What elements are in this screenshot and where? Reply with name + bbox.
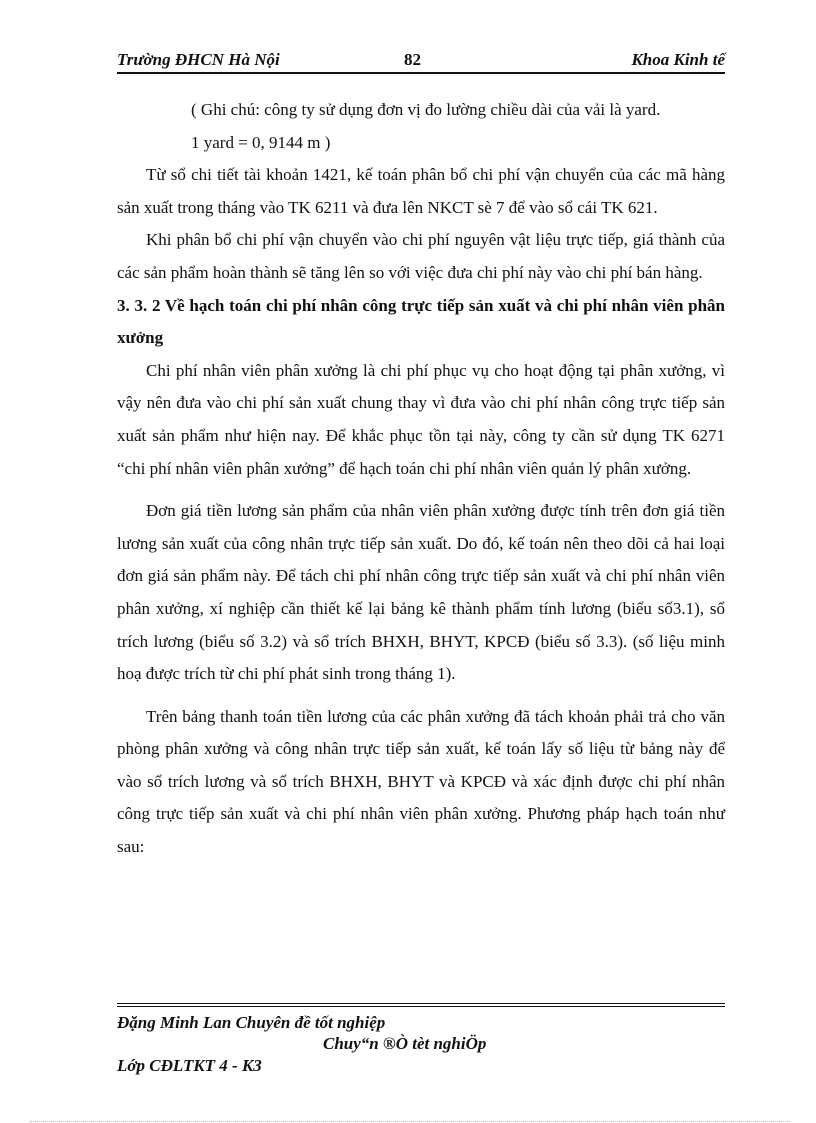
- paragraph-spacer: [117, 485, 725, 495]
- paragraph-spacer: [117, 691, 725, 701]
- footer-author: Đặng Minh Lan Chuyên đề tốt nghiệp: [117, 1013, 386, 1032]
- paragraph-unit-price: Đơn giá tiền lương sản phẩm của nhân viên phân xưởng được tính trên đơn giá tiền lương sản xuất của công nhân trực tiếp sản xuất. Do đó, kế toán nên theo dõi cả hai loại đơn giá sản phẩm này. Để tách chi phí nhân công trực tiếp sản xuất và chi phí nhân viên phân xưởng, xí nghiệp cần thiết kế lại bảng kê thành phẩm tính lương (biểu số3.1), sổ trích lương (biểu số 3.2) và sổ trích BHXH, BHYT, KPCĐ (biểu số 3.3). (số liệu minh hoạ được trích từ chi phí phát sinh trong tháng 1).: [117, 501, 725, 684]
- paragraph-payroll: Trên bảng thanh toán tiền lương của các phân xưởng đã tách khoản phải trả cho văn phòng phân xưởng và công nhân trực tiếp sản xuất, kế toán lấy số liệu từ bảng này để vào sổ trích lương và sổ trích BHXH, BHYT và KPCĐ và xác định được chi phí nhân công trực tiếp sản xuất và chi phí nhân viên phân xưởng. Phương pháp hạch toán như sau:: [117, 706, 725, 857]
- section-heading: 3. 3. 2 Về hạch toán chi phí nhân công trực tiếp sản xuất và chi phí nhân viên phân xưởng: [117, 295, 725, 348]
- document-body: [117, 94, 725, 864]
- footer-divider-bottom: [117, 1006, 725, 1007]
- note-line-1: ( Ghi chú: công ty sử dụng đơn vị đo lường chiều dài của vải là yard.: [191, 100, 661, 119]
- header-divider: [117, 72, 725, 74]
- note-line-2: 1 yard = 0, 9144 m ): [191, 132, 331, 152]
- paragraph-allocation: Khi phân bổ chi phí vận chuyển vào chi phí nguyên vật liệu trực tiếp, giá thành của các sản phẩm hoàn thành sẽ tăng lên so với việc đưa chi phí này vào chi phí bán hàng.: [117, 230, 725, 282]
- footer-divider-top: [117, 1003, 725, 1004]
- footer-class: Lớp CĐLTKT 4 - K3: [117, 1056, 262, 1075]
- paragraph-workshop-staff: Chi phí nhân viên phân xưởng là chi phí phục vụ cho hoạt động tại phân xưởng, vì vậy nên đưa vào chi phí sản xuất chung thay vì đưa vào chi phí nhân công trực tiếp sản xuất sản phẩm như hiện nay. Để khắc phục tồn tại này, công ty cần sử dụng TK 6271 “chi phí nhân viên phân xưởng” để hạch toán chi phí nhân viên quản lý phân xưởng.: [117, 360, 725, 478]
- footer-garbled-title: Chuy“n ®Ò tèt nghiÖp: [323, 1034, 487, 1053]
- header-school: Trường ĐHCN Hà Nội: [117, 50, 280, 69]
- header-faculty: Khoa Kinh tế: [631, 50, 725, 69]
- header-page-number: 82: [404, 50, 421, 69]
- paragraph-ledger-1421: Từ sổ chi tiết tài khoản 1421, kế toán phân bổ chi phí vận chuyển của các mã hàng sản xuất trong tháng vào TK 6211 và đưa lên NKCT sè 7 để vào sổ cái TK 621.: [117, 165, 725, 217]
- page-header: [117, 50, 725, 72]
- page-edge-dotted-line: [30, 1121, 790, 1122]
